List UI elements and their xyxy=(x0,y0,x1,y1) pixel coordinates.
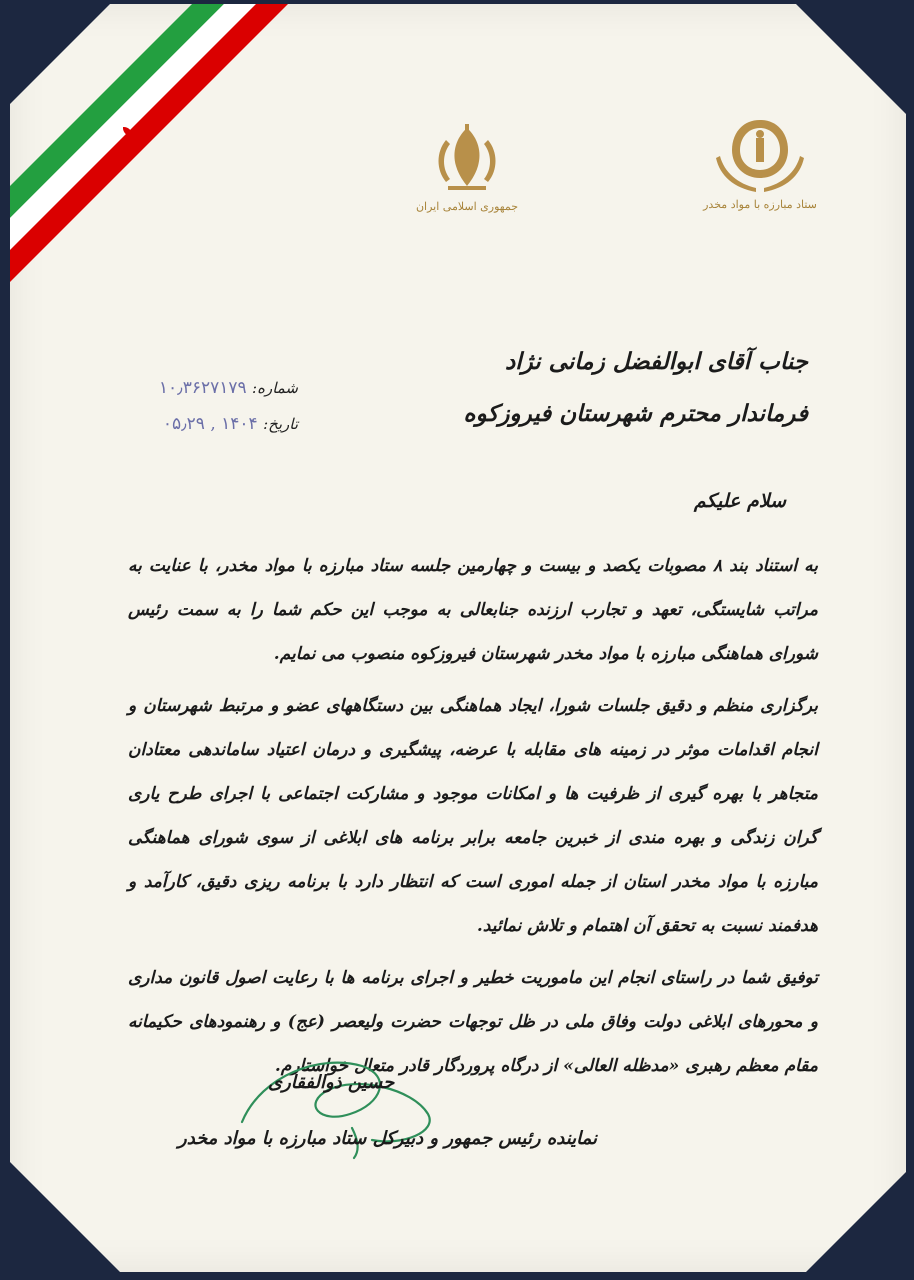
letter-sheet xyxy=(10,4,906,1272)
drug-control-emblem xyxy=(690,116,830,211)
body-paragraph-2: برگزاری منظم و دقیق جلسات شورا، ایجاد هماهنگی بین دستگاههای عضو و مرتبط شهرستان و انجام اقدامات موثر در زمینه های مقابله با عرضه، پیشگیری و درمان اعتیاد ساماندهی معتادان متجاهر با بهره گیری از ظرفیت ها و امکانات موجود و مشارکت اجتماعی با اجرای طرح یاری گران زندگی و بهره مندی از خبرین جامعه برابر برنامه های ابلاغی از سوی شورای هماهنگی مبارزه با مواد مخدر استان از جمله اموری است که انتظار دارد با برنامه ریزی دقیق، کارآمد و هدفمند نسبت به تحقق آن اهتمام و تلاش نمائید. xyxy=(128,696,818,936)
corner-frame-bottom-right xyxy=(806,1172,906,1272)
letter-date-label: تاریخ: xyxy=(263,415,298,433)
iran-emblem-caption: جمهوری اسلامی ایران xyxy=(415,200,519,213)
addressee-name: جناب آقای ابوالفضل زمانی نژاد xyxy=(504,348,808,375)
corner-frame-top-right xyxy=(796,4,906,114)
iran-emblem-icon xyxy=(402,122,532,196)
greeting: سلام علیکم xyxy=(693,490,786,512)
letter-number-value: ۱۰٫۳۶۲۷۱۷۹ xyxy=(158,378,247,398)
letter-body xyxy=(128,544,818,1088)
letter-date-row xyxy=(138,406,298,442)
body-paragraph-3: توفیق شما در راستای انجام این ماموریت خطیر و اجرای برنامه ها با رعایت اصول قانون مداری و محورهای ابلاغی دولت وفاق ملی در ظل توجهات حضرت ولیعصر (عج) و رهنمودهای حکیمانه مقام معظم رهبری «مدظله العالی» از درگاه پروردگار قادر متعال خواستارم. xyxy=(128,968,818,1076)
addressee-position: فرماندار محترم شهرستان فیروزکوه xyxy=(463,400,808,427)
body-paragraph-1: به استناد بند ۸ مصوبات یکصد و بیست و چهارمین جلسه ستاد مبارزه با مواد مخدر، با عنایت به مراتب شایستگی، تعهد و تجارب ارزنده جنابعالی به موجب این حکم شما را به سمت رئیس شورای هماهنگی مبارزه با مواد مخدر شهرستان فیروزکوه منصوب می نمایم. xyxy=(128,556,818,664)
corner-frame-top-left xyxy=(10,4,110,104)
drug-control-caption: ستاد مبارزه با مواد مخدر xyxy=(703,198,817,211)
letter-meta xyxy=(138,370,298,442)
letter-number-row xyxy=(138,370,298,406)
letter-date-value: ۱۴۰۴ , ۰۵٫۲۹ xyxy=(162,414,258,434)
drug-control-logo-icon xyxy=(690,116,830,194)
addressee-block xyxy=(288,336,808,440)
letter-number-label: شماره: xyxy=(252,379,298,397)
signer-name: حسین ذوالفقاری xyxy=(268,1072,395,1093)
iran-emblem xyxy=(402,122,532,213)
corner-frame-bottom-left xyxy=(10,1162,120,1272)
signer-title: نماینده رئیس جمهور و دبیرکل ستاد مبارزه با مواد مخدر xyxy=(178,1128,598,1149)
